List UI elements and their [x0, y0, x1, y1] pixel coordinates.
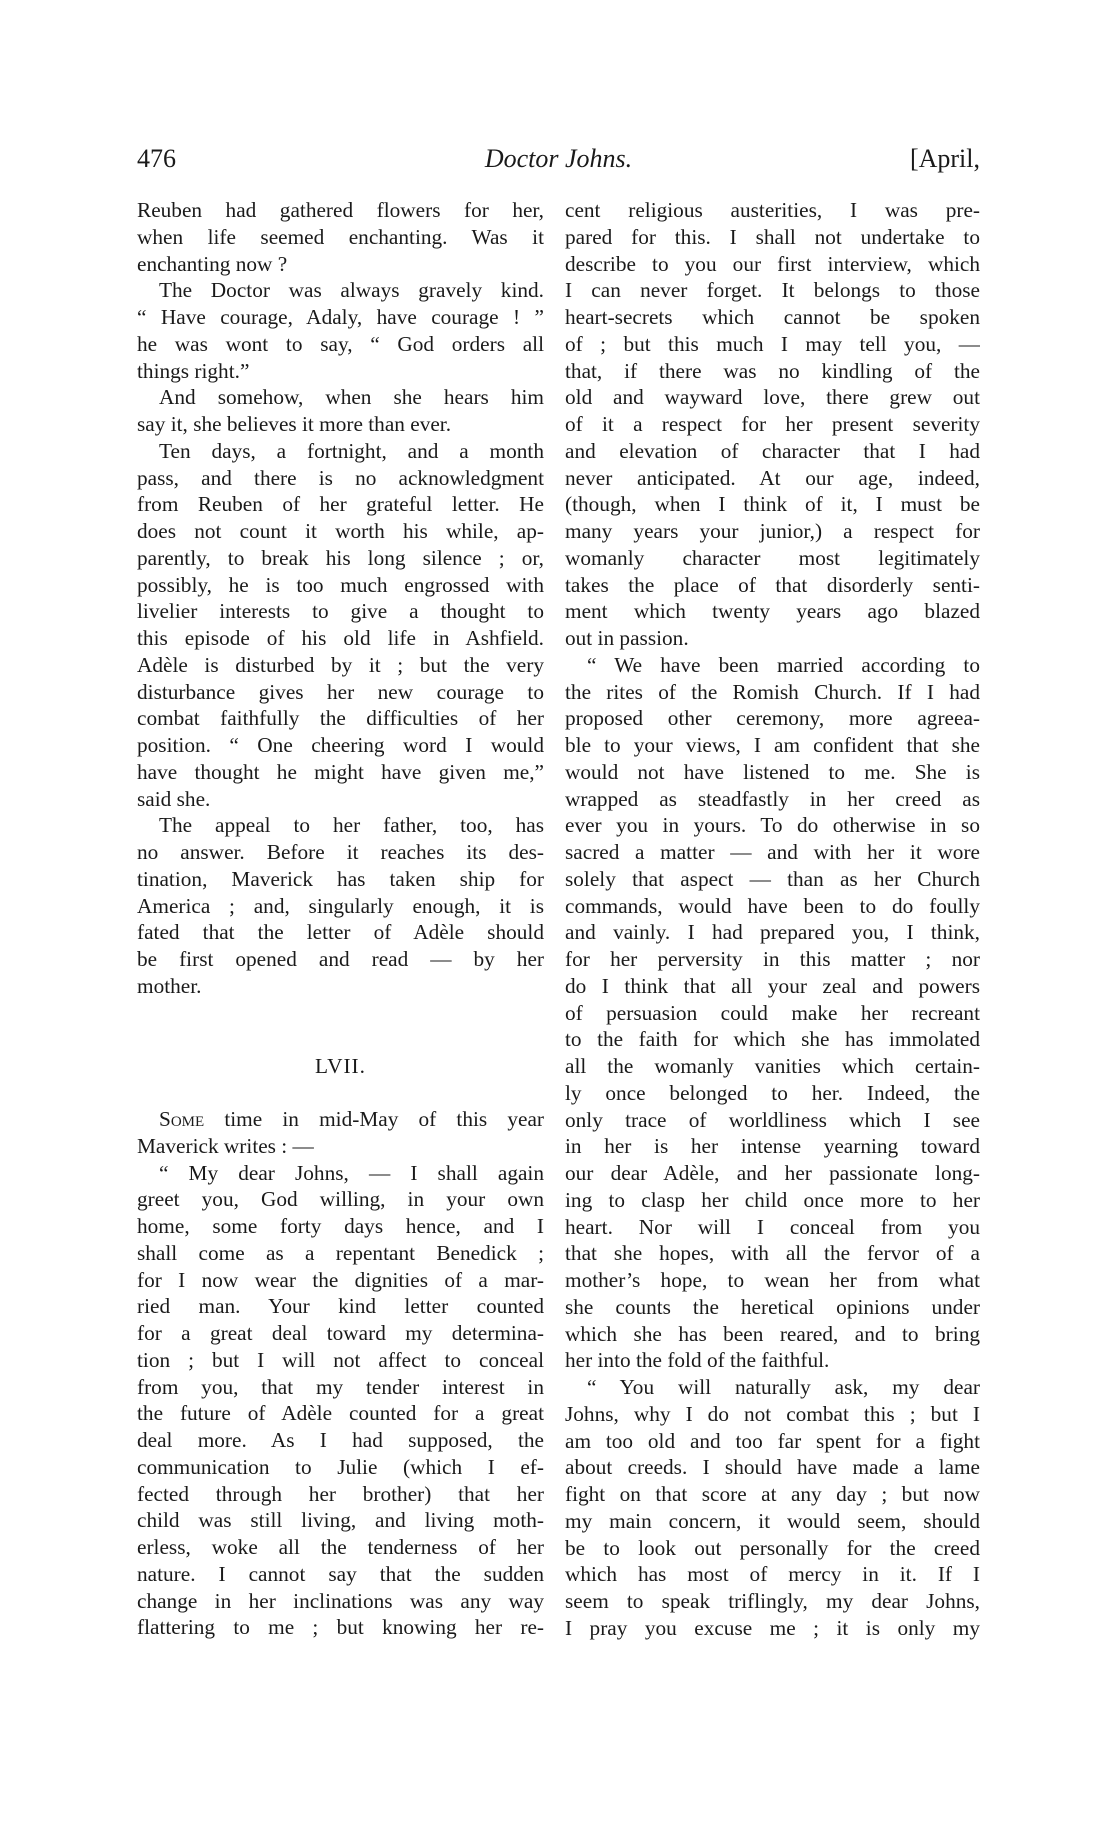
text-line: deal more. As I had supposed, the	[137, 1428, 544, 1452]
text-line: this episode of his old life in Ashfield.	[137, 626, 544, 650]
text-line: all the womanly vanities which certain-	[565, 1054, 980, 1078]
text-line: my main concern, it would seem, should	[565, 1508, 980, 1533]
text-line: fight on that score at any day ; but now	[565, 1482, 980, 1506]
text-line: fected through her brother) that her	[137, 1481, 544, 1506]
text-line: ment which twenty years ago blazed	[565, 599, 980, 624]
text-line: tination, Maverick has taken ship for	[137, 866, 544, 891]
chapter-heading: LVII.	[315, 1053, 366, 1078]
text-line	[137, 1106, 544, 1133]
text-line: greet you, God willing, in your own	[137, 1187, 544, 1212]
text-line: fated that the letter of Adèle should	[137, 920, 544, 945]
left-column	[137, 197, 544, 1641]
text-line: flattering to me ; but knowing her re-	[137, 1615, 544, 1640]
text-line: am too old and too far spent for a fight	[565, 1428, 980, 1453]
running-title: Doctor Johns.	[484, 144, 633, 173]
text-line: ried man. Your kind letter counted	[137, 1294, 544, 1319]
text-line: “ Have courage, Adaly, have courage ! ”	[137, 305, 544, 329]
text-line: mother’s hope, to wean her from what	[565, 1268, 980, 1292]
text-line: do I think that all your zeal and powers	[565, 973, 980, 998]
text-line: of it a respect for her present severity	[565, 412, 980, 436]
text-line: which has most of mercy in it. If I	[565, 1562, 980, 1587]
text-line: shall come as a repentant Benedick ;	[137, 1240, 544, 1265]
text-line: ly once belonged to her. Indeed, the	[565, 1080, 980, 1105]
text-line: she counts the heretical opinions under	[565, 1294, 980, 1319]
text-line: that she hopes, with all the fervor of a	[565, 1241, 980, 1266]
text-line: no answer. Before it reaches its des-	[137, 840, 544, 864]
text-line: of persuasion could make her recreant	[565, 1000, 980, 1025]
issue-month: [April,	[909, 144, 980, 173]
left-column-body	[137, 197, 544, 1000]
text-line: “ We have been married according to	[587, 652, 980, 677]
chapter-lead-word: Some	[159, 1107, 205, 1131]
text-line: the rites of the Romish Church. If I had	[565, 679, 980, 704]
text-line: which she has been reared, and to bring	[565, 1321, 980, 1346]
text-line: I pray you excuse me ; it is only my	[565, 1615, 980, 1640]
text-line: tion ; but I will not affect to conceal	[137, 1347, 544, 1372]
text-line: (though, when I think of it, I must be	[565, 492, 980, 517]
text-line: from Reuben of her grateful letter. He	[137, 492, 544, 517]
text-line: “ My dear Johns, — I shall again	[159, 1160, 544, 1185]
text-line: Ten days, a fortnight, and a month	[159, 438, 544, 463]
text-line: Reuben had gathered flowers for her,	[137, 198, 544, 222]
text-line: mother.	[137, 973, 202, 998]
text-line: I can never forget. It belongs to those	[565, 278, 980, 303]
text-line: from you, that my tender interest in	[137, 1374, 544, 1399]
text-line: disturbance gives her new courage to	[137, 679, 544, 704]
text-line: pared for this. I shall not undertake to	[565, 224, 980, 249]
text-line: does not count it worth his while, ap-	[137, 519, 544, 543]
section-gap	[137, 1000, 544, 1053]
text-line: nature. I cannot say that the sudden	[137, 1561, 544, 1586]
text-line: would not have listened to me. She is	[565, 759, 980, 784]
text-line: ever you in yours. To do otherwise in so	[565, 813, 980, 838]
page-header	[137, 143, 980, 175]
text-line: our dear Adèle, and her passionate long-	[565, 1161, 980, 1185]
text-line: child was still living, and living moth-	[137, 1508, 544, 1533]
text-line: home, some forty days hence, and I	[137, 1214, 544, 1238]
text-line: have thought he might have given me,”	[137, 759, 544, 784]
text-line: cent religious austerities, I was pre-	[565, 198, 980, 222]
text-line: erless, woke all the tenderness of her	[137, 1535, 544, 1559]
text-line: only trace of worldliness which I see	[565, 1107, 980, 1132]
text-line: proposed other ceremony, more agreea-	[565, 706, 980, 731]
text-line: he was wont to say, “ God orders all	[137, 331, 544, 356]
chapter-body	[137, 1106, 544, 1641]
text-line: never anticipated. At our age, indeed,	[565, 465, 980, 490]
right-column	[565, 197, 980, 1642]
text-line: And somehow, when she hears him	[159, 385, 544, 410]
page-number: 476	[137, 144, 176, 173]
text-line: old and wayward love, there grew out	[565, 385, 980, 410]
text-line: things right.”	[137, 358, 250, 383]
text-line: many years your junior,) a respect for	[565, 519, 980, 543]
text-line: The appeal to her father, too, has	[159, 813, 544, 838]
text-line: communication to Julie (which I ef-	[137, 1454, 544, 1479]
text-line: ing to clasp her child once more to her	[565, 1187, 980, 1212]
text-line: heart. Nor will I conceal from you	[565, 1214, 980, 1239]
text-line: say it, she believes it more than ever.	[137, 412, 452, 436]
text-line: of ; but this much I may tell you, —	[565, 331, 980, 356]
text-line: and vainly. I had prepared you, I think,	[565, 920, 980, 945]
text-line: be to look out personally for the creed	[565, 1535, 980, 1560]
text-line: for I now wear the dignities of a mar-	[137, 1267, 544, 1292]
text-line: change in her inclinations was any way	[137, 1588, 544, 1613]
text-line: heart-secrets which cannot be spoken	[565, 305, 980, 329]
text-line: pass, and there is no acknowledgment	[137, 465, 544, 490]
text-line: sacred a matter — and with her it wore	[565, 840, 980, 864]
text-line: said she.	[137, 786, 211, 811]
text-line: about creeds. I should have made a lame	[565, 1455, 980, 1480]
text-line: combat faithfully the difficulties of her	[137, 706, 544, 731]
text-line: for her perversity in this matter ; nor	[565, 947, 980, 971]
text-line: enchanting now ?	[137, 251, 288, 276]
text-line: solely that aspect — than as her Church	[565, 866, 980, 891]
text-line: that, if there was no kindling of the	[565, 358, 980, 383]
text-line: America ; and, singularly enough, it is	[137, 893, 544, 918]
text-line: The Doctor was always gravely kind.	[159, 278, 544, 303]
text-line: in her is her intense yearning toward	[565, 1134, 980, 1159]
text-line: parently, to break his long silence ; or,	[137, 545, 544, 570]
text-line: describe to you our first interview, which	[565, 251, 980, 276]
text-line: out in passion.	[565, 626, 689, 650]
text-line: be first opened and read — by her	[137, 947, 544, 971]
text-line: livelier interests to give a thought to	[137, 599, 544, 624]
chapter-first-line-rest: time in mid-May of this year	[204, 1107, 544, 1131]
text-line: possibly, he is too much engrossed with	[137, 572, 544, 597]
text-line: takes the place of that disorderly senti-	[565, 572, 980, 597]
text-line: her into the fold of the faithful.	[565, 1348, 830, 1373]
text-line: for a great deal toward my determina-	[137, 1321, 544, 1345]
text-line: wrapped as steadfastly in her creed as	[565, 786, 980, 811]
text-line: seem to speak triflingly, my dear Johns,	[565, 1589, 980, 1613]
text-line: when life seemed enchanting. Was it	[137, 224, 544, 249]
text-line: the future of Adèle counted for a great	[137, 1401, 544, 1426]
text-line: Adèle is disturbed by it ; but the very	[137, 652, 544, 677]
text-line: commands, would have been to do foully	[565, 893, 980, 918]
right-column-body	[565, 197, 980, 1642]
text-line: “ You will naturally ask, my dear	[587, 1375, 980, 1399]
text-line: Johns, why I do not combat this ; but I	[565, 1401, 980, 1426]
text-line: position. “ One cheering word I would	[137, 733, 544, 757]
text-line: to the faith for which she has immolated	[565, 1027, 980, 1052]
text-line: womanly character most legitimately	[565, 545, 980, 570]
section-gap	[137, 1079, 544, 1106]
text-line: Maverick writes : —	[137, 1133, 314, 1158]
text-line: and elevation of character that I had	[565, 438, 980, 463]
text-line: ble to your views, I am confident that she	[565, 733, 980, 757]
